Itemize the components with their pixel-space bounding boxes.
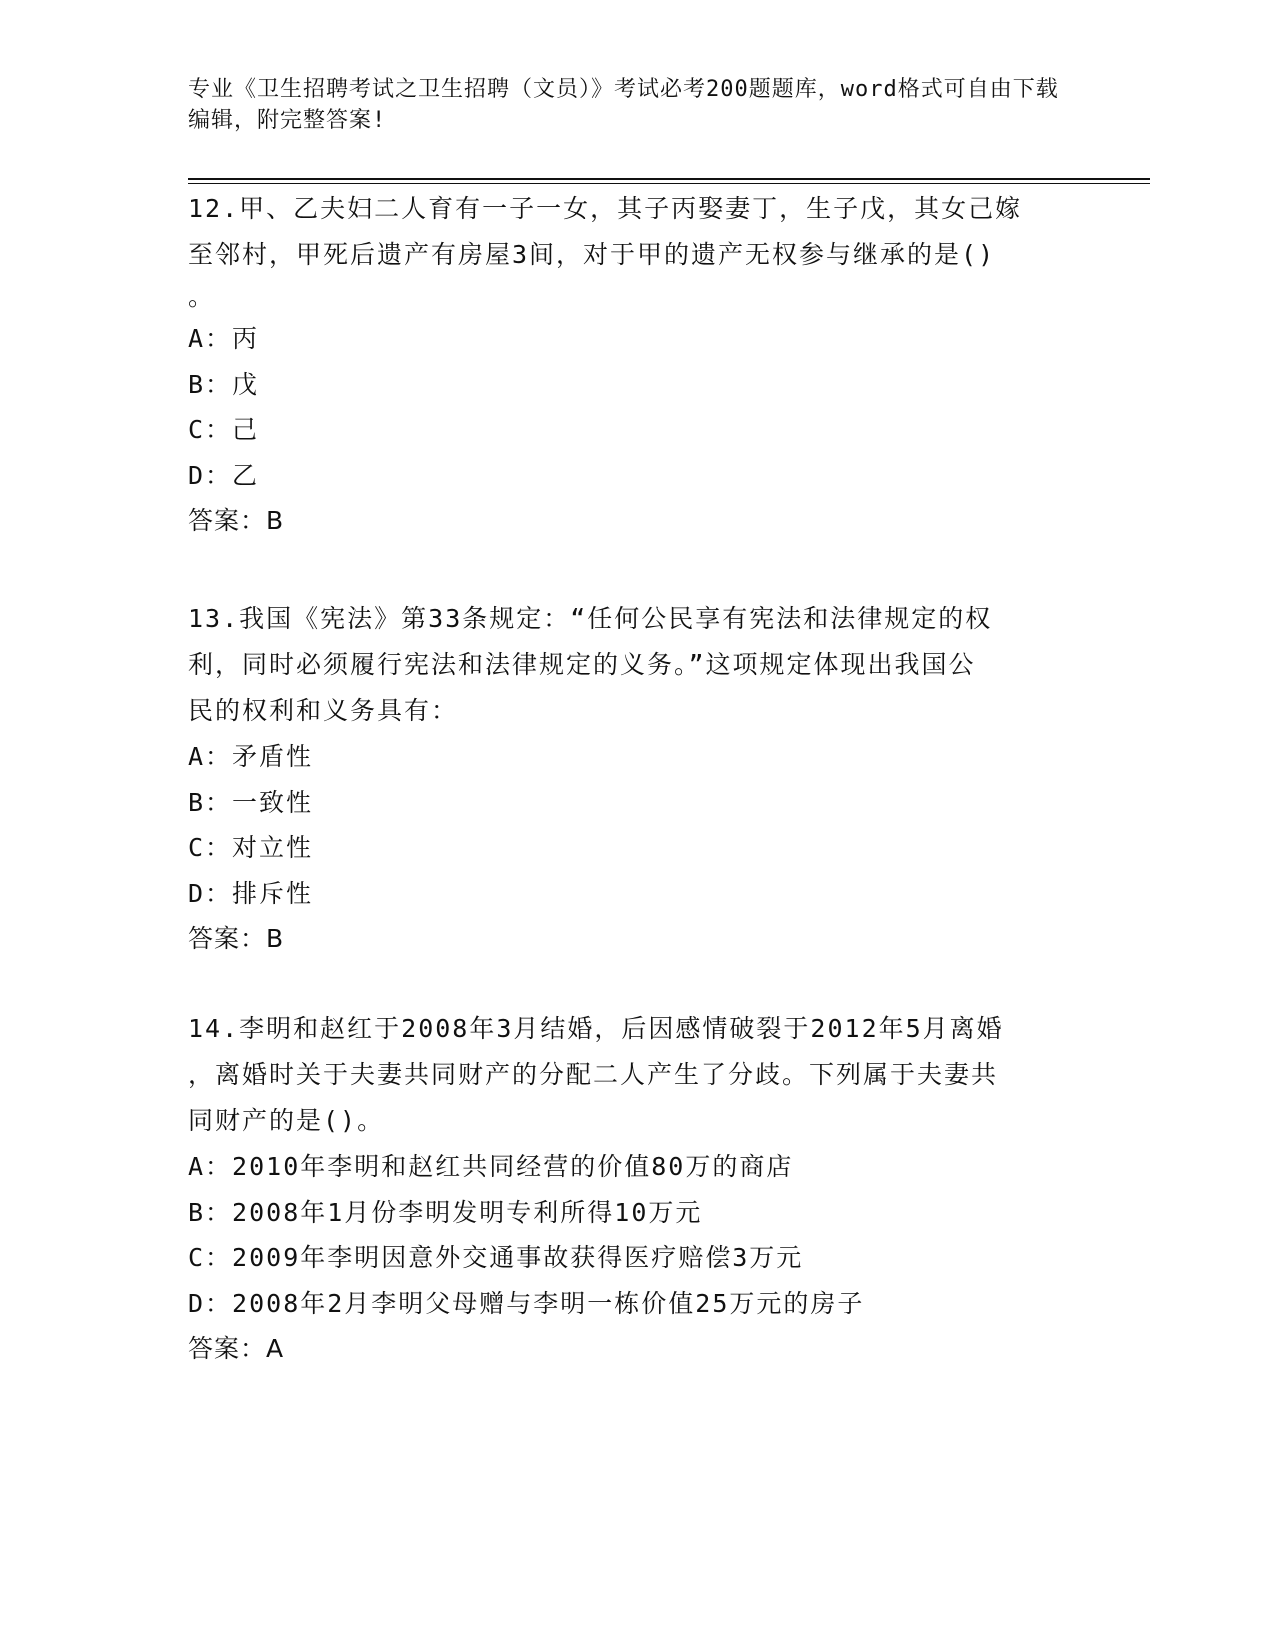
option-d: D：乙 [188, 460, 260, 490]
document-header: 专业《卫生招聘考试之卫生招聘（文员）》考试必考200题题库，word格式可自由下载编辑，附完整答案! [188, 77, 1059, 133]
option-d: D：2008年2月李明父母赠与李明一栋价值25万元的房子 [188, 1288, 865, 1318]
option-a: A：矛盾性 [188, 742, 314, 771]
answer-line: 答案：B [188, 924, 285, 953]
option-c: C：2009年李明因意外交通事故获得医疗赔偿3万元 [188, 1243, 804, 1272]
question-stem-line: 至邻村，甲死后遗产有房屋3间，对于甲的遗产无权参与继承的是() [188, 240, 996, 269]
question-stem-line: 民的权利和义务具有： [188, 696, 459, 725]
question-13 [188, 596, 1078, 962]
option-b: B：戊 [188, 369, 260, 399]
option-c: C：对立性 [188, 833, 314, 862]
header-divider-thick [188, 178, 1150, 180]
question-stem-line: 13.我国《宪法》第33条规定：“任何公民享有宪法和法律规定的权 [188, 604, 993, 633]
answer-line: 答案：B [188, 506, 285, 535]
option-list [188, 734, 1078, 916]
question-stem-line: 14.李明和赵红于2008年3月结婚，后因感情破裂于2012年5月离婚 [188, 1014, 1004, 1043]
question-12 [188, 186, 1078, 544]
question-stem-line: ，离婚时关于夫妻共同财产的分配二人产生了分歧。下列属于夫妻共 [188, 1060, 999, 1089]
header-divider-thin [188, 183, 1150, 184]
option-d: D：排斥性 [188, 878, 314, 908]
question-stem-line: 12.甲、乙夫妇二人育有一子一女，其子丙娶妻丁，生子戊，其女己嫁 [188, 194, 1023, 223]
option-a: A：2010年李明和赵红共同经营的价值80万的商店 [188, 1152, 794, 1181]
question-stem-line: 同财产的是()。 [188, 1106, 385, 1135]
option-b: B：一致性 [188, 787, 314, 817]
question-14 [188, 1006, 1078, 1372]
question-stem-line: 利，同时必须履行宪法和法律规定的义务。”这项规定体现出我国公 [188, 650, 976, 679]
option-list [188, 1144, 1078, 1326]
answer-line: 答案：A [188, 1334, 285, 1363]
question-stem-tail: 。 [188, 282, 216, 311]
option-b: B：2008年1月份李明发明专利所得10万元 [188, 1197, 703, 1227]
option-list [188, 316, 1078, 498]
option-c: C：己 [188, 415, 260, 444]
option-a: A：丙 [188, 324, 260, 353]
